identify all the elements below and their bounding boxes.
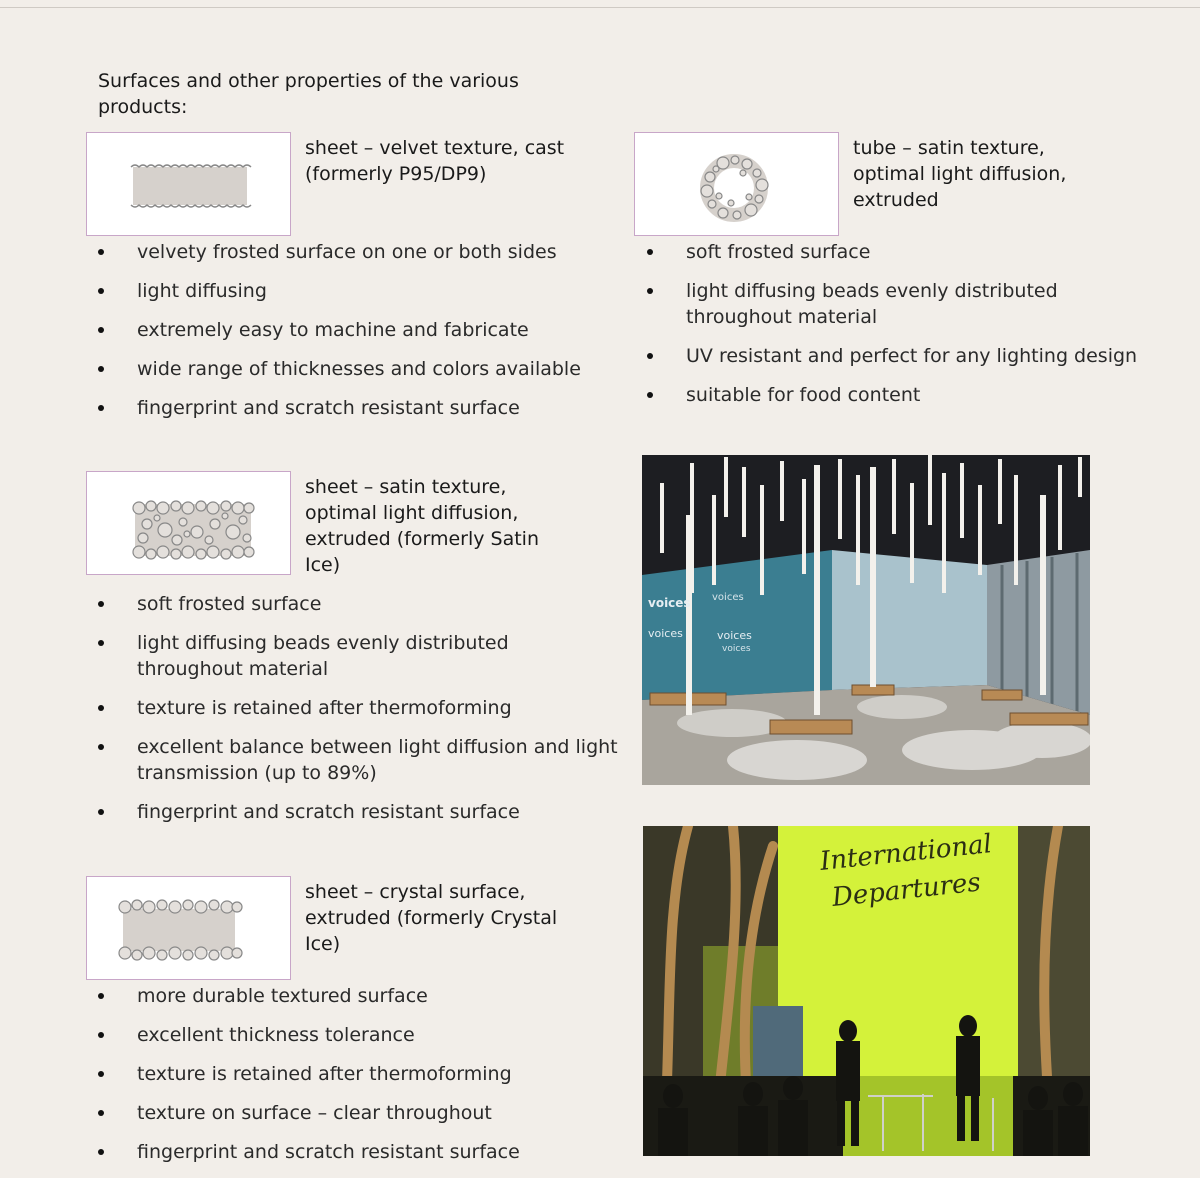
list-item: excellent balance between light diffusion and light transmission (up to 89%)	[98, 734, 618, 786]
velvet-sheet-title: sheet – velvet texture, cast (formerly P95/DP9)	[305, 137, 565, 185]
page-heading: Surfaces and other properties of the various products:	[98, 70, 519, 118]
voices-wall-text-2: voices	[712, 592, 744, 603]
crystal-sheet-title: sheet – crystal surface, extruded (formerly Crystal Ice)	[305, 881, 558, 955]
list-item: excellent thickness tolerance	[98, 1022, 618, 1048]
list-item: texture is retained after thermoforming	[98, 695, 618, 721]
list-item: light diffusing beads evenly distributed throughout material	[98, 630, 618, 682]
voices-hall-photo	[642, 455, 1090, 785]
list-item: light diffusing	[98, 278, 618, 304]
voices-wall-text-5: voices	[722, 644, 751, 654]
list-item: suitable for food content	[647, 382, 1167, 408]
departures-sign-line-2: Departures	[830, 867, 983, 913]
satin-tube-title: tube – satin texture, optimal light diffusion, extruded	[853, 137, 1067, 211]
satin-texture-icon	[87, 472, 292, 592]
velvet-sheet-bullets	[98, 239, 618, 434]
list-item: wide range of thicknesses and colors available	[98, 356, 618, 382]
satin-tube-diagram	[634, 132, 839, 236]
satin-tube-icon	[635, 133, 840, 237]
departures-photo	[643, 826, 1090, 1156]
satin-sheet-bullets	[98, 591, 618, 838]
crystal-texture-icon	[87, 877, 292, 981]
voices-wall-text-1: voices	[648, 596, 691, 610]
list-item: soft frosted surface	[647, 239, 1167, 265]
crystal-sheet-diagram	[86, 876, 291, 980]
list-item: light diffusing beads evenly distributed throughout material	[647, 278, 1167, 330]
list-item: UV resistant and perfect for any lighting design	[647, 343, 1167, 369]
list-item: more durable textured surface	[98, 983, 618, 1009]
list-item: texture is retained after thermoforming	[98, 1061, 618, 1087]
top-rule	[0, 7, 1200, 8]
velvet-texture-icon	[87, 133, 292, 237]
voices-wall-text-4: voices	[648, 627, 683, 640]
satin-sheet-title: sheet – satin texture, optimal light diffusion, extruded (formerly Satin Ice)	[305, 476, 540, 576]
list-item: fingerprint and scratch resistant surface	[98, 1139, 618, 1165]
voices-wall-text-3: voices	[717, 629, 752, 642]
velvet-sheet-diagram	[86, 132, 291, 236]
satin-tube-bullets	[647, 239, 1167, 421]
list-item: velvety frosted surface on one or both sides	[98, 239, 618, 265]
list-item: soft frosted surface	[98, 591, 618, 617]
list-item: fingerprint and scratch resistant surface	[98, 395, 618, 421]
departures-sign-line-1: International	[818, 829, 994, 877]
crystal-sheet-bullets	[98, 983, 618, 1178]
list-item: extremely easy to machine and fabricate	[98, 317, 618, 343]
list-item: texture on surface – clear throughout	[98, 1100, 618, 1126]
list-item: fingerprint and scratch resistant surface	[98, 799, 618, 825]
satin-sheet-diagram	[86, 471, 291, 575]
